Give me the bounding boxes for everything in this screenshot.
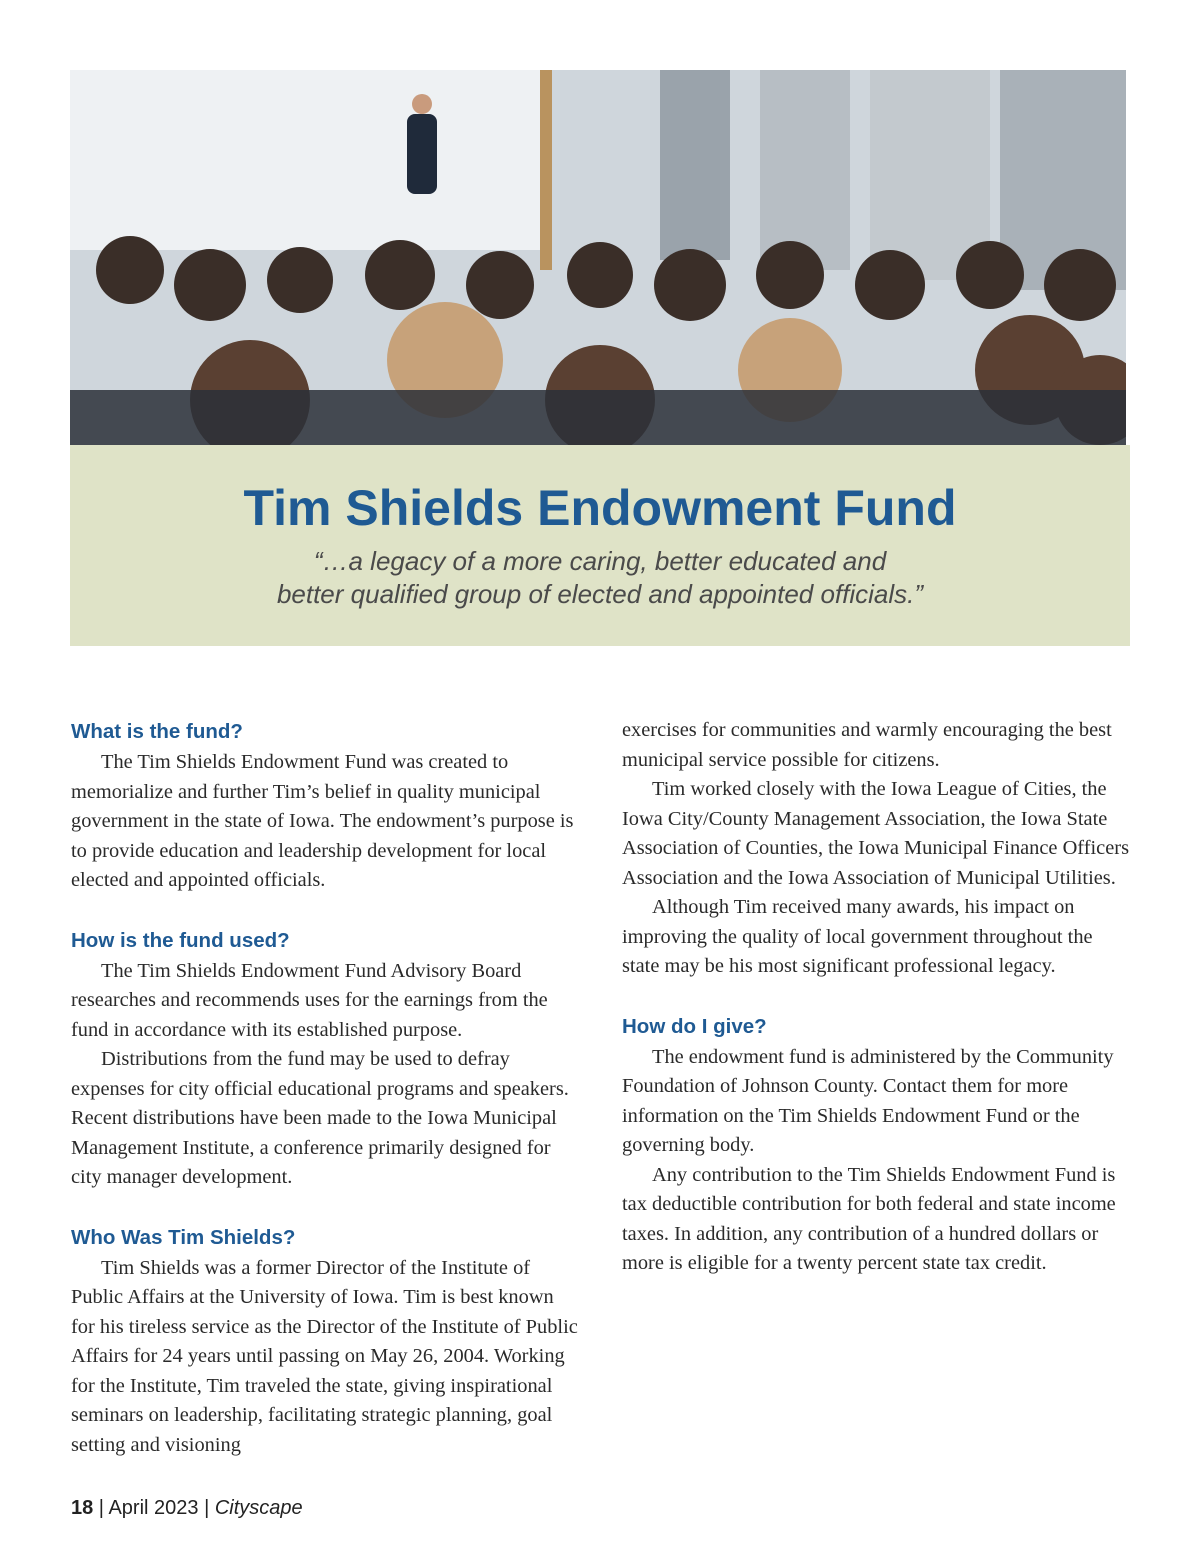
page-number: 18 bbox=[71, 1497, 94, 1519]
left-column bbox=[71, 716, 581, 1460]
hero-photo-audience bbox=[70, 70, 1126, 445]
paragraph-how-used-2: Distributions from the fund may be used to defray expenses for city official educational programs and speakers. Recent distributions have been made to the Iowa Municipal Management Institute, a conference primarily designed for city manager development. bbox=[71, 1048, 569, 1188]
paragraph-give-1: The endowment fund is administered by the Community Foundation of Johnson County. Contact them for more information on the Tim Shields Endowment Fund or the governing body. bbox=[622, 1045, 1114, 1156]
banner-quote bbox=[70, 545, 1130, 611]
quote-line-2: better qualified group of elected and appointed officials.” bbox=[276, 579, 924, 609]
heading-how-do-i-give: How do I give? bbox=[622, 1014, 767, 1038]
footer-separator: | bbox=[93, 1497, 109, 1519]
paragraph-what-1: The Tim Shields Endowment Fund was created to memorialize and further Tim’s belief in quality municipal government in the state of Iowa. The endowment’s purpose is to provide education and leadership development for local elected and appointed officials. bbox=[71, 751, 574, 891]
paragraph-how-used-1: The Tim Shields Endowment Fund Advisory Board researches and recommends uses for the earnings from the fund in accordance with its established purpose. bbox=[71, 959, 548, 1041]
paragraph-who-1-continued: exercises for communities and warmly encouraging the best municipal service possible for citizens. bbox=[622, 719, 1112, 771]
heading-what-is-the-fund: What is the fund? bbox=[71, 720, 243, 743]
paragraph-who-2: Tim worked closely with the Iowa League of Cities, the Iowa City/County Management Association, the Iowa State Association of Counties, the Iowa Municipal Finance Officers Association and the Iowa Association of Municipal Utilities. bbox=[622, 778, 1130, 889]
paragraph-who-1: Tim Shields was a former Director of the Institute of Public Affairs at the University of Iowa. Tim is best known for his tireless service as the Director of the Institute of Public Affairs for 24 years until passing on May 26, 2004. Working for the Institute, Tim traveled the state, giving inspirational seminars on leadership, facilitating strategic planning, goal setting and visioning bbox=[71, 1256, 578, 1456]
right-column bbox=[622, 716, 1132, 1279]
heading-who-was-tim-shields: Who Was Tim Shields? bbox=[71, 1225, 296, 1249]
footer-separator: | bbox=[198, 1497, 215, 1519]
magazine-name: Cityscape bbox=[214, 1497, 303, 1519]
paragraph-who-3: Although Tim received many awards, his impact on improving the quality of local government throughout the state may be his most significant professional legacy. bbox=[622, 896, 1093, 977]
paragraph-give-2: Any contribution to the Tim Shields Endowment Fund is tax deductible contribution for both federal and state income taxes. In addition, any contribution of a hundred dollars or more is eligible for a twenty percent state tax credit. bbox=[622, 1163, 1116, 1274]
issue-date: April 2023 bbox=[108, 1497, 199, 1519]
heading-how-is-the-fund-used: How is the fund used? bbox=[71, 928, 290, 952]
page-title: Tim Shields Endowment Fund bbox=[243, 480, 957, 536]
page-footer bbox=[71, 1497, 303, 1520]
title-banner bbox=[70, 445, 1130, 646]
quote-line-1: “…a legacy of a more caring, better educated and bbox=[313, 546, 887, 576]
